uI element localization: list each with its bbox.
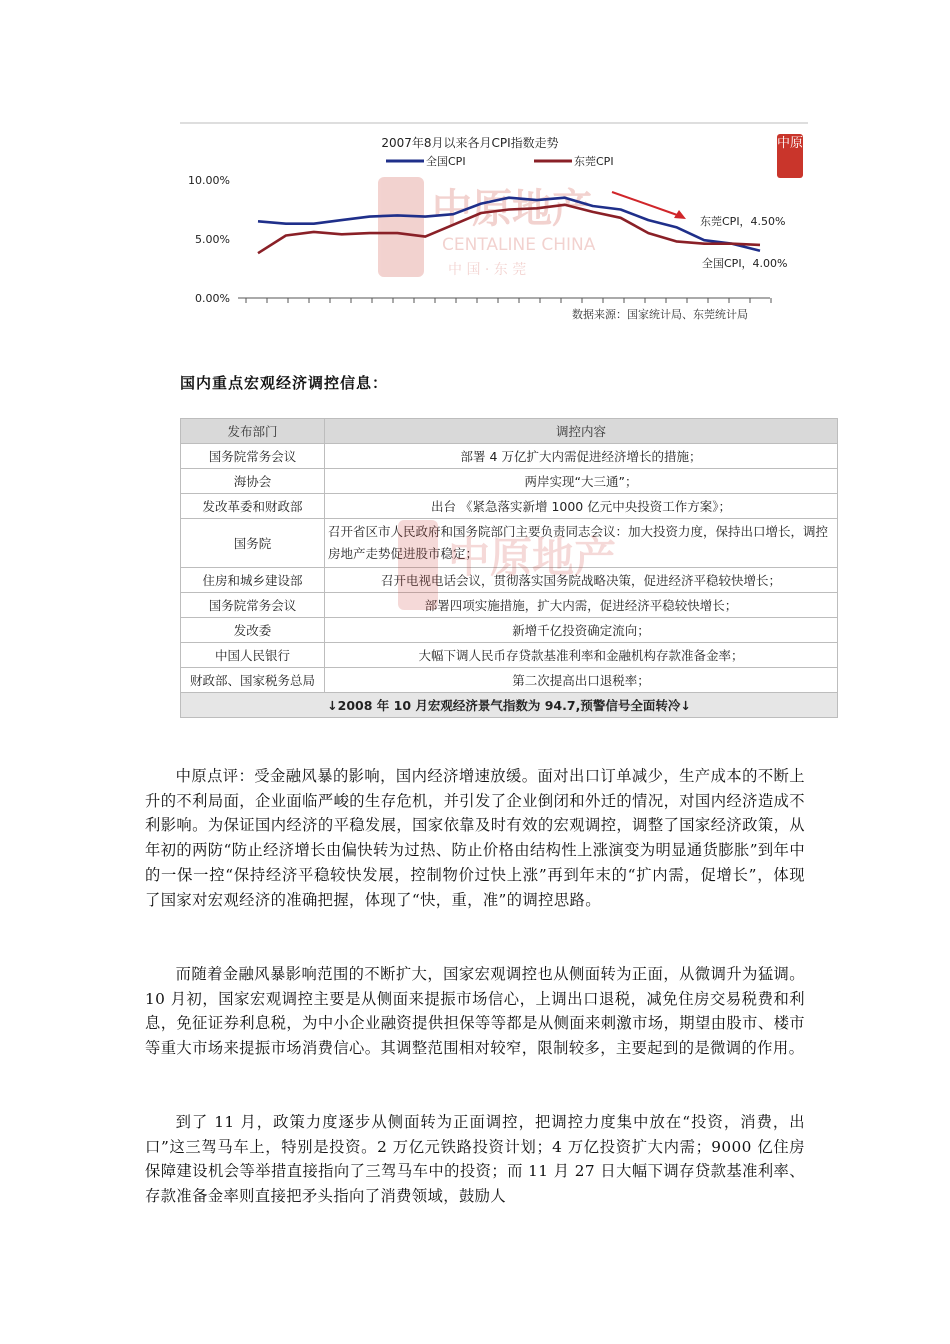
row-dept: 发改委 (181, 618, 325, 643)
y-tick-label: 5.00% (195, 233, 230, 246)
watermark-cn: 中原地产 (432, 186, 592, 232)
row-content: 出台 《紧急落实新增 1000 亿元中央投资工作方案》； (325, 494, 838, 519)
table-row (181, 519, 838, 568)
y-tick-label: 10.00% (188, 174, 230, 187)
watermark-city: 中 国 · 东 莞 (448, 262, 527, 278)
chart-source: 数据来源：国家统计局、东莞统计局 (572, 308, 748, 321)
policy-table (180, 418, 838, 718)
table-header-row (181, 419, 838, 444)
table-footer: ↓2008 年 10 月宏观经济景气指数为 94.7,预警信号全面转冷↓ (181, 693, 838, 718)
table-row (181, 494, 838, 519)
paragraph-november: 到了 11 月，政策力度逐步从侧面转为正面调控，把调控力度集中放在“投资，消费，出口”这三驾马车上，特别是投资。2 万亿元铁路投资计划；4 万亿投资扩大内需；9000 亿住房保障建设机会等举措直接指向了三驾马车中的投资；而 11 月 27 日大幅下调存贷款基准利率、存款准备金率则直接把矛头指向了消费领域，鼓励人 (145, 1113, 805, 1206)
row-dept: 国务院常务会议 (181, 593, 325, 618)
row-dept: 国务院 (181, 519, 325, 568)
annotation-national: 全国CPI，4.00% (702, 257, 788, 270)
row-dept: 住房和城乡建设部 (181, 568, 325, 593)
header-dept: 发布部门 (181, 419, 325, 444)
row-dept: 中国人民银行 (181, 643, 325, 668)
row-content: 部署四项实施措施，扩大内需，促进经济平稳较快增长； (325, 593, 838, 618)
y-tick-label: 0.00% (195, 292, 230, 305)
row-content: 部署 4 万亿扩大内需促进经济增长的措施； (325, 444, 838, 469)
row-content: 召开电视电话会议，贯彻落实国务院战略决策，促进经济平稳较快增长； (325, 568, 838, 593)
table-row (181, 643, 838, 668)
table-row (181, 568, 838, 593)
table-row (181, 668, 838, 693)
row-dept: 发改革委和财政部 (181, 494, 325, 519)
chart-watermark (378, 177, 596, 278)
table-row (181, 469, 838, 494)
row-content: 两岸实现“大三通”； (325, 469, 838, 494)
watermark-en: CENTALINE CHINA (442, 235, 596, 255)
row-content: 大幅下调人民币存贷款基准利率和金融机构存款准备金率； (325, 643, 838, 668)
row-content: 第二次提高出口退税率； (325, 668, 838, 693)
table-row (181, 618, 838, 643)
watermark-seal (378, 177, 424, 277)
x-ticks (246, 298, 771, 303)
row-content: 新增千亿投资确定流向； (325, 618, 838, 643)
row-dept: 海协会 (181, 469, 325, 494)
cpi-chart-svg (180, 122, 810, 327)
centaline-seal-logo (777, 134, 803, 178)
section-title: 国内重点宏观经济调控信息： (180, 374, 389, 392)
row-dept: 国务院常务会议 (181, 444, 325, 469)
paragraph-commentary: 中原点评：受金融风暴的影响，国内经济增速放缓。面对出口订单减少，生产成本的不断上升的不利局面，企业面临严峻的生存危机，并引发了企业倒闭和外迁的情况，对国内经济造成不利影响。为保证国内经济的平稳发展，国家依靠及时有效的宏观调控，调整了国家经济政策，从年初的两防“防止经济增长由偏快转为过热、防止价格由结构性上涨演变为明显通货膨胀”到年中的一保一控“保持经济平稳较快发展，控制物价过快上涨”再到年末的“扩内需，促增长”，体现了国家对宏观经济的准确把握，体现了“快，重，准”的调控思路。 (145, 767, 806, 909)
legend-national: 全国CPI (426, 155, 466, 168)
y-axis (188, 174, 230, 305)
paragraph-macro: 而随着金融风暴影响范围的不断扩大，国家宏观调控也从侧面转为正面，从微调升为猛调。10 月初，国家宏观调控主要是从侧面来提振市场信心，上调出口退税，减免住房交易税费和利息，免征证券利息税，为中小企业融资提供担保等等都是从侧面来刺激市场，期望由股市、楼市等重大市场来提振市场消费信心。其调整范围相对较窄，限制较多，主要起到的是微调的作用。 (145, 965, 805, 1058)
table-row (181, 444, 838, 469)
chart-title: 2007年8月以来各月CPI指数走势 (381, 136, 559, 150)
row-dept: 财政部、国家税务总局 (181, 668, 325, 693)
trend-arrow-line (612, 192, 680, 216)
header-content: 调控内容 (325, 419, 838, 444)
table-footer-row (181, 693, 838, 718)
cpi-chart (180, 122, 810, 327)
row-content: 召开省区市人民政府和国务院部门主要负责同志会议：加大投资力度，保持出口增长，调控房地产走势促进股市稳定； (325, 519, 838, 568)
legend-dongguan: 东莞CPI (574, 155, 614, 168)
seal-text: 中原 (777, 136, 804, 151)
annotation-dongguan: 东莞CPI，4.50% (700, 215, 786, 228)
table-row (181, 593, 838, 618)
table-watermark-text: 中原地产 (448, 533, 617, 582)
